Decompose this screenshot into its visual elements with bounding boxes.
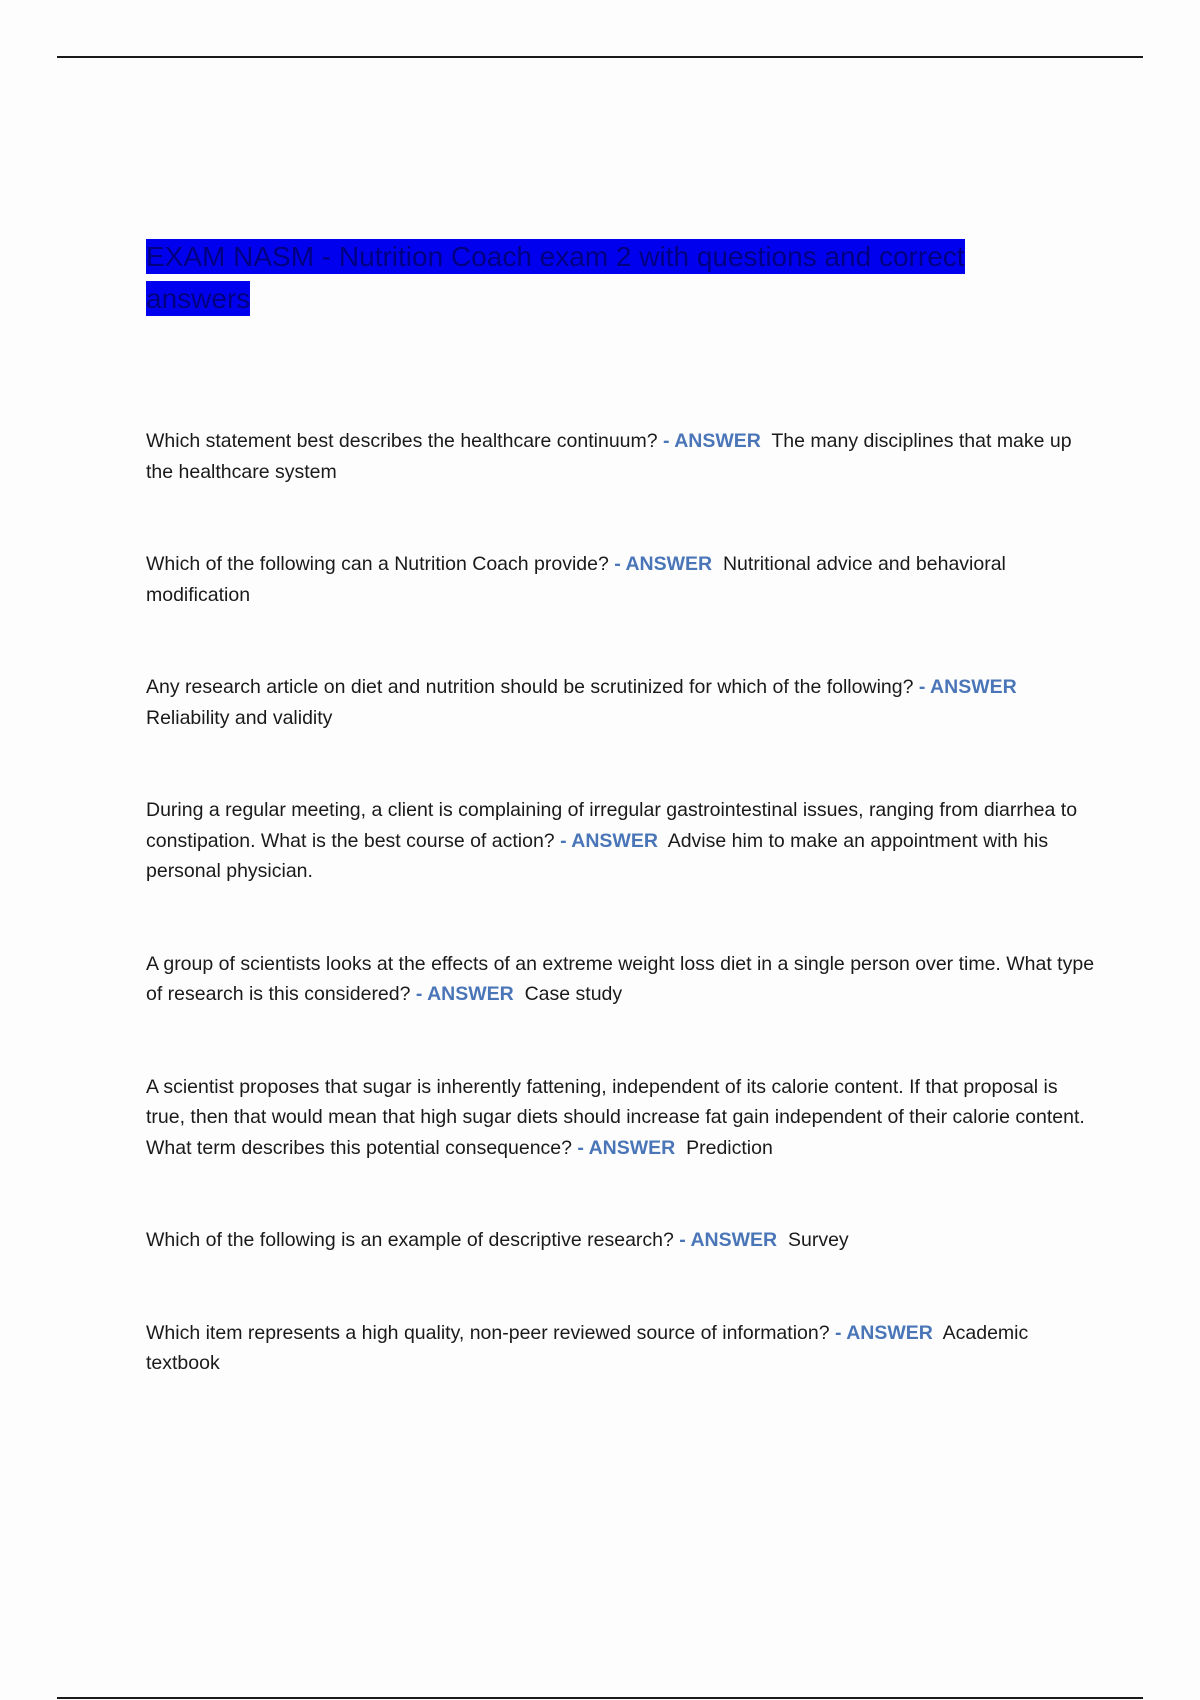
answer-label: - ANSWER (835, 1321, 933, 1344)
answer-text: Reliability and validity (146, 706, 333, 729)
answer-text: Case study (524, 983, 623, 1005)
qa-item (146, 1072, 1096, 1164)
document-title (146, 236, 1016, 320)
answer-text: Academic textbook (146, 1321, 1029, 1374)
qa-item (146, 672, 1096, 733)
document-body (146, 236, 1096, 1441)
answer-label: - ANSWER (415, 983, 514, 1005)
question-text: Any research article on diet and nutrition should be scrutinized for which of the following? (146, 676, 914, 698)
answer-label: - ANSWER (560, 829, 658, 852)
answer-label: - ANSWER (614, 553, 713, 575)
answer-label: - ANSWER (663, 430, 761, 452)
answer-text: Survey (787, 1229, 849, 1251)
answer-label: - ANSWER (918, 676, 1017, 698)
question-text: Which of the following can a Nutrition Coach provide? (146, 553, 609, 575)
question-text: Which statement best describes the healthcare continuum? (146, 430, 658, 452)
qa-list (146, 426, 1096, 1379)
answer-label: - ANSWER (577, 1136, 676, 1159)
question-text: During a regular meeting, a client is complaining of irregular gastrointestinal issues, ranging from diarrhea to constipation. What is the best course of action? (146, 799, 1078, 852)
answer-text: Advise him to make an appointment with his personal physician. (146, 829, 1049, 882)
qa-item (146, 426, 1096, 487)
answer-text: The many disciplines that make up the healthcare system (146, 430, 1072, 483)
answer-text: Prediction (686, 1136, 773, 1159)
qa-item (146, 949, 1096, 1010)
footer-rule (57, 1697, 1143, 1699)
question-text: A scientist proposes that sugar is inherently fattening, independent of its calorie content. If that proposal is true, then that would mean that high sugar diets should increase fat gain independent of their calorie content. What term describes this potential consequence? (146, 1075, 1085, 1159)
qa-item (146, 1225, 1096, 1256)
question-text: Which of the following is an example of descriptive research? (146, 1229, 674, 1251)
header-rule (57, 56, 1143, 58)
document-title-highlight: EXAM NASM - Nutrition Coach exam 2 with questions and correct answers (146, 241, 965, 314)
answer-text: Nutritional advice and behavioral modification (146, 553, 1006, 606)
qa-item (146, 549, 1096, 610)
question-text: A group of scientists looks at the effects of an extreme weight loss diet in a single person over time. What type of research is this considered? (146, 952, 1095, 1005)
qa-item (146, 795, 1096, 887)
answer-label: - ANSWER (679, 1229, 778, 1251)
qa-item (146, 1318, 1096, 1379)
question-text: Which item represents a high quality, non-peer reviewed source of information? (146, 1321, 830, 1344)
